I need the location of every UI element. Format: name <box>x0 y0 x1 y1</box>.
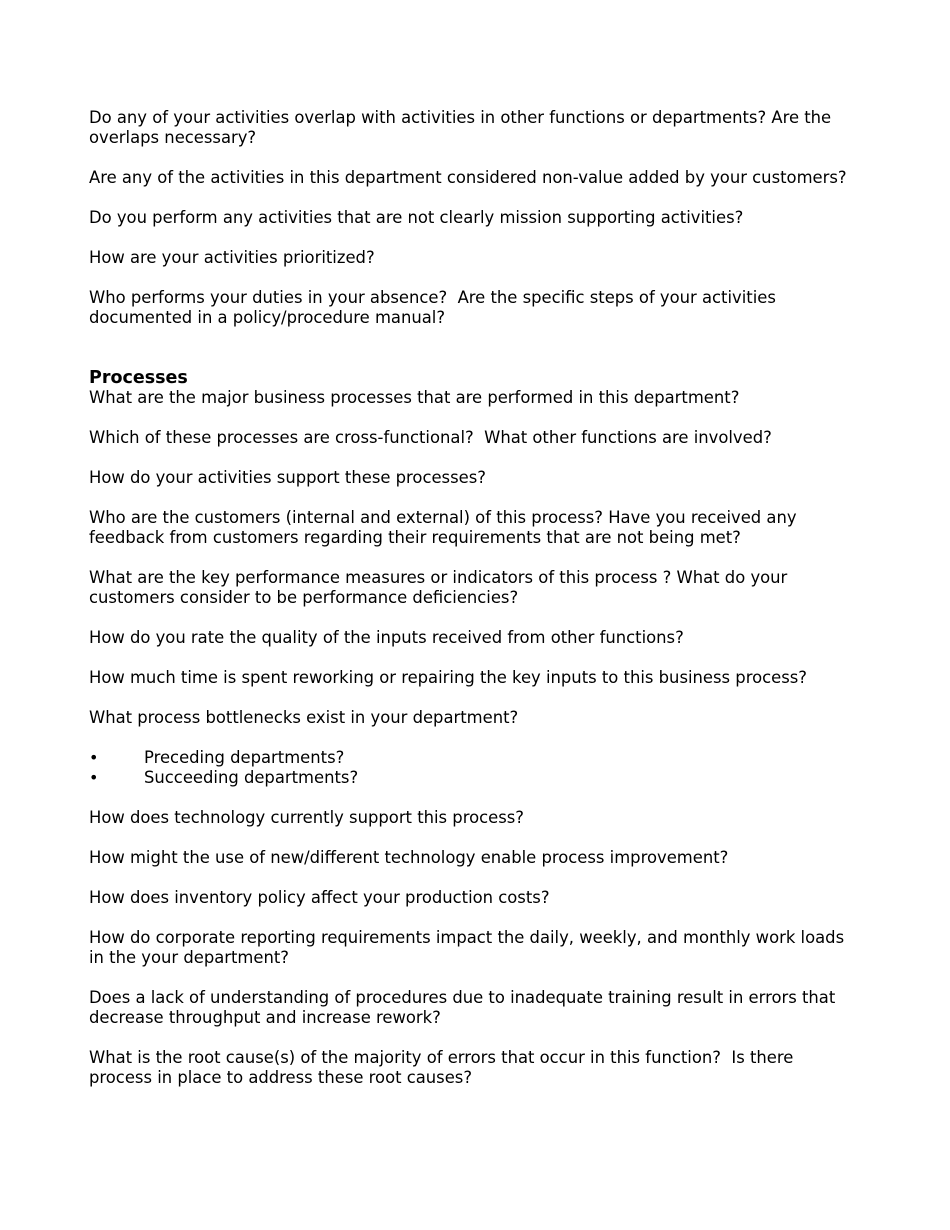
question-major-processes: What are the major business processes that are performed in this department? <box>89 388 740 407</box>
question-mission-supporting: Do you perform any activities that are not clearly mission supporting activities? <box>89 208 744 227</box>
list-item <box>89 768 859 788</box>
list-item <box>89 748 859 768</box>
question-rework-time: How much time is spent reworking or repairing the key inputs to this business process? <box>89 668 807 687</box>
bullet-text-succeeding: Succeeding departments? <box>144 768 359 787</box>
question-prioritized: How are your activities prioritized? <box>89 248 375 267</box>
question-performance-measures: What are the key performance measures or indicators of this process ? What do your customers consider to be performance deficiencies? <box>89 568 793 607</box>
bullet-icon: • <box>89 748 99 767</box>
bullet-icon: • <box>89 768 99 787</box>
question-cross-functional: Which of these processes are cross-functional? What other functions are involved? <box>89 428 772 447</box>
section-heading-processes: Processes <box>89 368 188 388</box>
question-activity-overlap: Do any of your activities overlap with activities in other functions or departments? Are the overlaps necessary? <box>89 108 837 147</box>
bottleneck-bullet-list <box>89 748 859 788</box>
question-root-cause: What is the root cause(s) of the majority of errors that occur in this function? Is there process in place to address these root causes? <box>89 1048 799 1087</box>
question-inventory-policy: How does inventory policy affect your production costs? <box>89 888 550 907</box>
question-reporting-requirements: How do corporate reporting requirements impact the daily, weekly, and monthly work loads in the your department? <box>89 928 850 967</box>
bullet-text-preceding: Preceding departments? <box>144 748 345 767</box>
question-training: Does a lack of understanding of procedures due to inadequate training result in errors that decrease throughput and increase rework? <box>89 988 841 1027</box>
question-non-value-added: Are any of the activities in this department considered non-value added by your customers? <box>89 168 847 187</box>
question-absence-duties: Who performs your duties in your absence? Are the specific steps of your activities documented in a policy/procedure manual? <box>89 288 782 327</box>
section-spacer <box>89 348 859 368</box>
question-input-quality: How do you rate the quality of the inputs received from other functions? <box>89 628 684 647</box>
question-bottlenecks: What process bottlenecks exist in your department? <box>89 708 519 727</box>
question-customers: Who are the customers (internal and external) of this process? Have you received any feedback from customers regarding their requirements that are not being met? <box>89 508 802 547</box>
question-new-technology: How might the use of new/different technology enable process improvement? <box>89 848 729 867</box>
question-technology-support: How does technology currently support this process? <box>89 808 524 827</box>
document-body <box>89 108 859 1108</box>
question-activities-support: How do your activities support these processes? <box>89 468 486 487</box>
